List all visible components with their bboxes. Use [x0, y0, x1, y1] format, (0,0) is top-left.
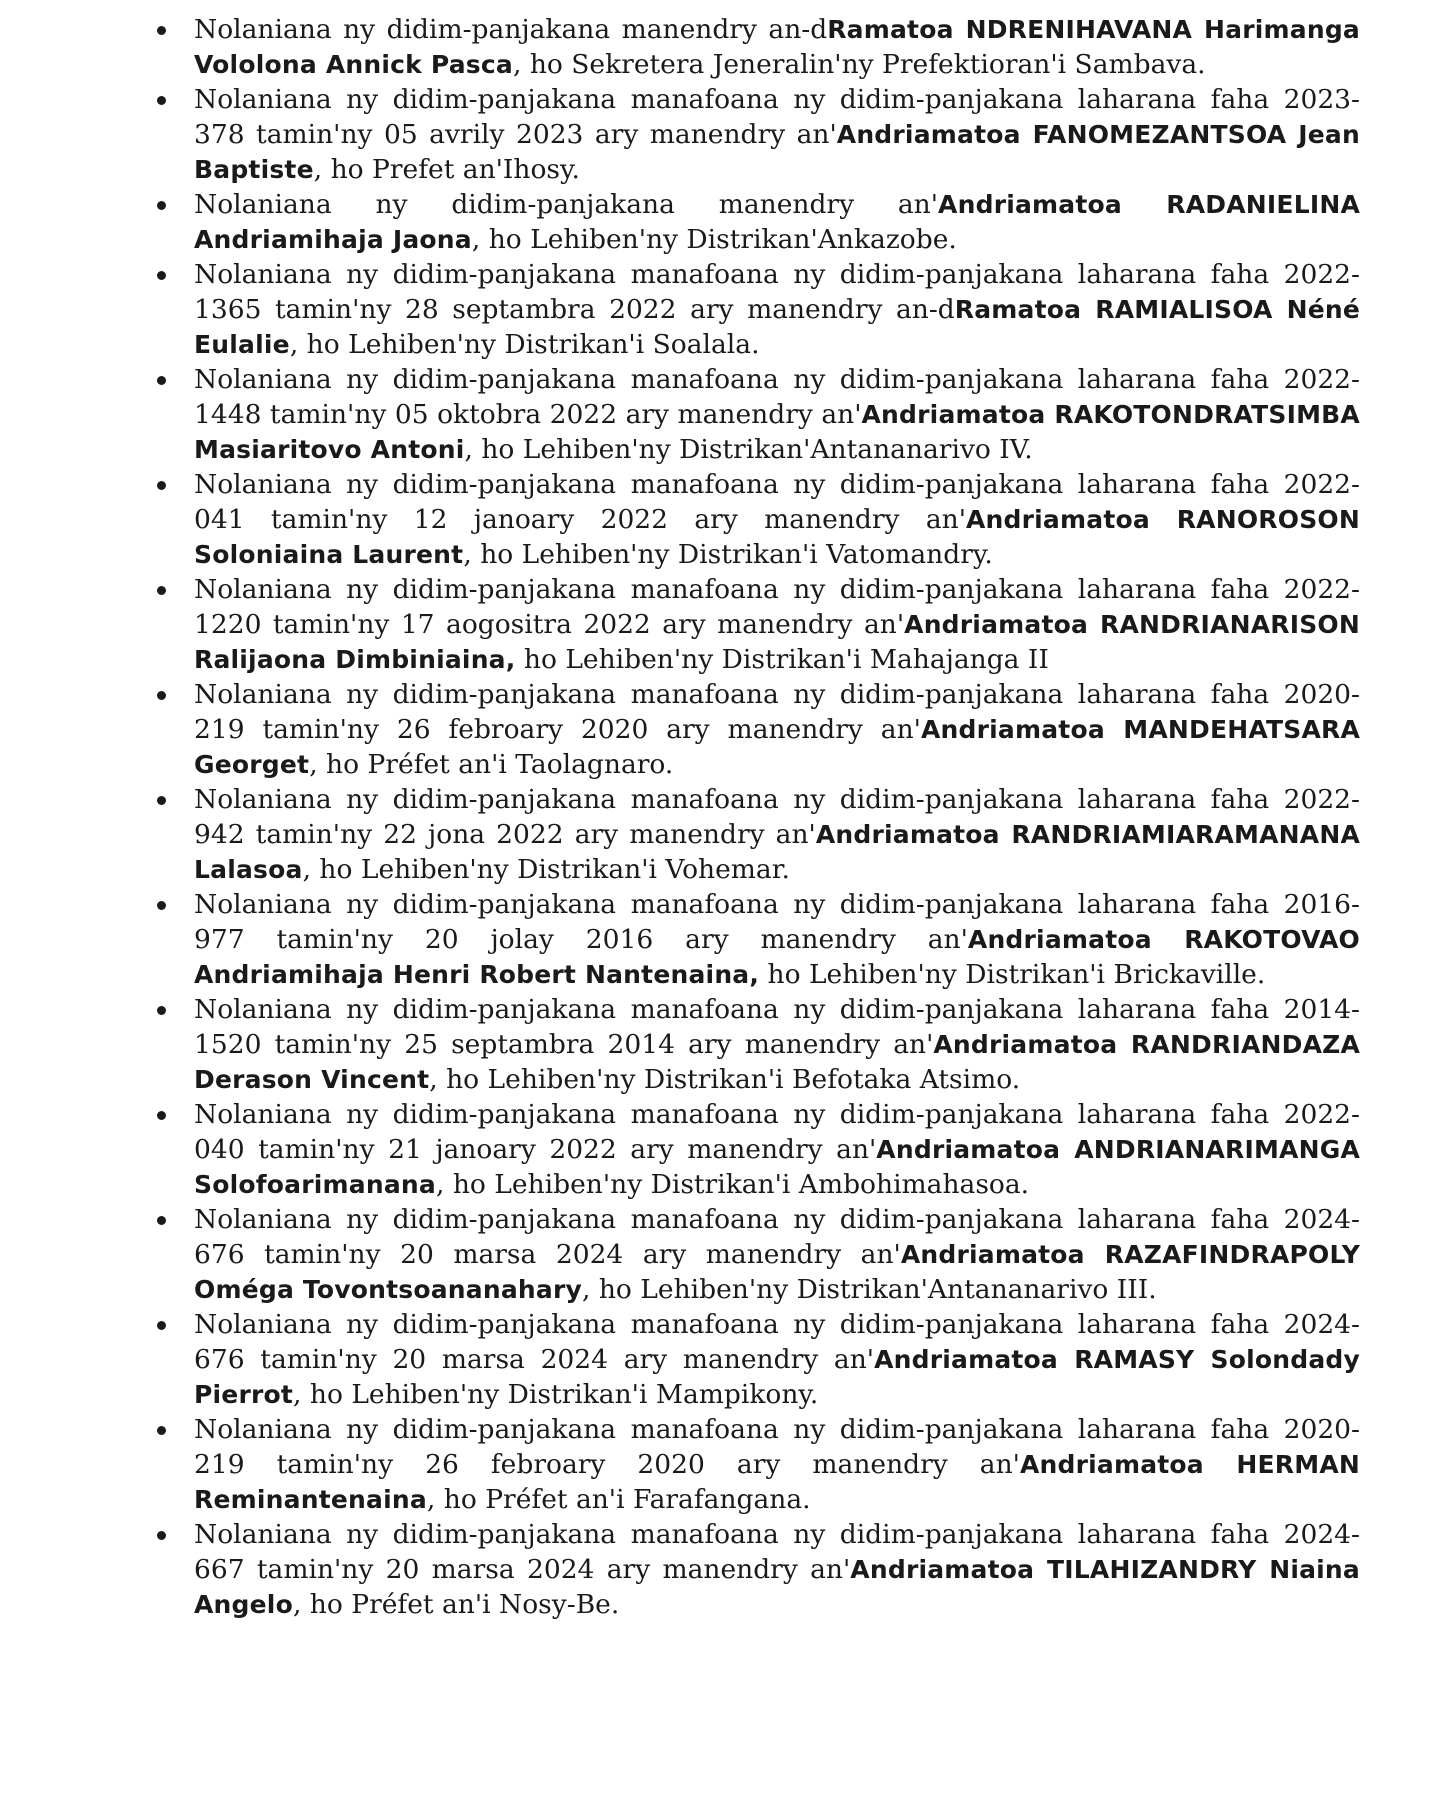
decree-text: Nolaniana ny didim-panjakana manafoana ny didim-panjakana laharana faha 2020-219 tamin'ny 26 febroary 2020 ary manendry an' [194, 1414, 1360, 1480]
decree-item [194, 572, 1360, 677]
decree-role: , ho Prefet an'Ihosy. [313, 154, 580, 185]
decree-item [194, 12, 1360, 82]
decree-text: Nolaniana ny didim-panjakana manafoana ny didim-panjakana laharana faha 2020-219 tamin'ny 26 febroary 2020 ary manendry an' [194, 679, 1360, 745]
bullet-icon [157, 201, 166, 210]
decree-text: Nolaniana ny didim-panjakana manendry an-d [194, 14, 828, 45]
decree-item [194, 677, 1360, 782]
decree-text: Nolaniana ny didim-panjakana manafoana ny didim-panjakana laharana faha 2023-378 tamin'ny 05 avrily 2023 ary manendry an' [194, 84, 1360, 150]
decree-item [194, 187, 1360, 257]
appointee-name: Andriamatoa TILAHIZANDRY Niaina Angelo [194, 1555, 1360, 1619]
decree-role: , ho Préfet an'i Taolagnaro. [309, 749, 674, 780]
decree-text: Nolaniana ny didim-panjakana manendry an' [194, 189, 939, 220]
decree-role: , ho Préfet an'i Nosy-Be. [292, 1589, 620, 1620]
decree-item [194, 1202, 1360, 1307]
decree-item [194, 257, 1360, 362]
decree-text: Nolaniana ny didim-panjakana manafoana ny didim-panjakana laharana faha 2016-977 tamin'ny 20 jolay 2016 ary manendry an' [194, 889, 1360, 955]
decree-text: Nolaniana ny didim-panjakana manafoana ny didim-panjakana laharana faha 2022-1365 tamin'ny 28 septambra 2022 ary manendry an-d [194, 259, 1360, 325]
appointee-name: Ramatoa RAMIALISOA Néné Eulalie [194, 295, 1360, 359]
decree-role: , ho Lehiben'ny Distrikan'Antananarivo IV. [464, 434, 1033, 465]
bullet-icon [157, 1216, 166, 1225]
bullet-icon [157, 691, 166, 700]
bullet-icon [157, 901, 166, 910]
appointee-name: Andriamatoa RAKOTOVAO Andriamihaja Henri Robert Nantenaina, [194, 925, 1360, 989]
appointee-name: Andriamatoa ANDRIANARIMANGA Solofoarimanana [194, 1135, 1360, 1199]
decree-text: Nolaniana ny didim-panjakana manafoana ny didim-panjakana laharana faha 2022-040 tamin'ny 21 janoary 2022 ary manendry an' [194, 1099, 1360, 1165]
appointee-name: Andriamatoa RANDRIAMIARAMANANA Lalasoa [194, 820, 1360, 884]
bullet-icon [157, 1006, 166, 1015]
appointee-name: Andriamatoa RAZAFINDRAPOLY Oméga Tovontsoananahary [194, 1240, 1361, 1304]
bullet-icon [157, 1321, 166, 1330]
decree-role: , ho Lehiben'ny Distrikan'i Ambohimahasoa. [436, 1169, 1030, 1200]
decree-role: , ho Lehiben'ny Distrikan'i Befotaka Atsimo. [429, 1064, 1021, 1095]
decree-role: , ho Lehiben'ny Distrikan'Ankazobe. [471, 224, 957, 255]
appointee-name: Andriamatoa RANDRIANARISON Ralijaona Dimbiniaina, [194, 610, 1360, 674]
decree-role: ho Lehiben'ny Distrikan'i Brickaville. [759, 959, 1266, 990]
bullet-icon [157, 26, 166, 35]
appointee-name: Andriamatoa HERMAN Reminantenaina [194, 1450, 1360, 1514]
appointee-name: Andriamatoa MANDEHATSARA Georget [194, 715, 1360, 779]
bullet-icon [157, 481, 166, 490]
bullet-icon [157, 96, 166, 105]
decree-text: Nolaniana ny didim-panjakana manafoana ny didim-panjakana laharana faha 2022-1448 tamin'ny 05 oktobra 2022 ary manendry an' [194, 364, 1360, 430]
decree-list [194, 12, 1360, 1622]
decree-item [194, 467, 1360, 572]
decree-text: Nolaniana ny didim-panjakana manafoana ny didim-panjakana laharana faha 2022-1220 tamin'ny 17 aogositra 2022 ary manendry an' [194, 574, 1360, 640]
appointee-name: Andriamatoa RANOROSON Soloniaina Laurent [194, 505, 1360, 569]
bullet-icon [157, 271, 166, 280]
decree-text: Nolaniana ny didim-panjakana manafoana ny didim-panjakana laharana faha 2024-676 tamin'ny 20 marsa 2024 ary manendry an' [194, 1309, 1360, 1375]
decree-text: Nolaniana ny didim-panjakana manafoana ny didim-panjakana laharana faha 2014-1520 tamin'ny 25 septambra 2014 ary manendry an' [194, 994, 1360, 1060]
appointee-name: Andriamatoa RANDRIANDAZA Derason Vincent [194, 1030, 1360, 1094]
decree-item [194, 1307, 1360, 1412]
appointee-name: Andriamatoa RADANIELINA Andriamihaja Jaona [194, 190, 1360, 254]
bullet-icon [157, 586, 166, 595]
appointee-name: Ramatoa NDRENIHAVANA Harimanga Vololona Annick Pasca [194, 15, 1360, 79]
decree-text: Nolaniana ny didim-panjakana manafoana ny didim-panjakana laharana faha 2024-676 tamin'ny 20 marsa 2024 ary manendry an' [194, 1204, 1360, 1270]
bullet-icon [157, 376, 166, 385]
appointee-name: Andriamatoa RAMASY Solondady Pierrot [194, 1345, 1360, 1409]
decree-role: , ho Lehiben'ny Distrikan'Antananarivo III. [582, 1274, 1157, 1305]
bullet-icon [157, 1111, 166, 1120]
decree-role: , ho Lehiben'ny Distrikan'i Soalala. [289, 329, 760, 360]
bullet-icon [157, 1531, 166, 1540]
decree-text: Nolaniana ny didim-panjakana manafoana ny didim-panjakana laharana faha 2024-667 tamin'ny 20 marsa 2024 ary manendry an' [194, 1519, 1360, 1585]
bullet-icon [157, 1426, 166, 1435]
appointee-name: Andriamatoa FANOMEZANTSOA Jean Baptiste [194, 120, 1360, 184]
decree-role: , ho Lehiben'ny Distrikan'i Vatomandry. [463, 539, 993, 570]
decree-text: Nolaniana ny didim-panjakana manafoana ny didim-panjakana laharana faha 2022-041 tamin'ny 12 janoary 2022 ary manendry an' [194, 469, 1360, 535]
decree-role: , ho Sekretera Jeneralin'ny Prefektioran'i Sambava. [512, 49, 1206, 80]
decree-role: , ho Préfet an'i Farafangana. [426, 1484, 811, 1515]
decree-role: ho Lehiben'ny Distrikan'i Mahajanga II [515, 644, 1049, 675]
decree-item [194, 1097, 1360, 1202]
bullet-icon [157, 796, 166, 805]
decree-item [194, 992, 1360, 1097]
decree-item [194, 362, 1360, 467]
decree-role: , ho Lehiben'ny Distrikan'i Mampikony. [293, 1379, 819, 1410]
decree-text: Nolaniana ny didim-panjakana manafoana ny didim-panjakana laharana faha 2022-942 tamin'ny 22 jona 2022 ary manendry an' [194, 784, 1360, 850]
decree-item [194, 1412, 1360, 1517]
decree-item [194, 1517, 1360, 1622]
decree-item [194, 782, 1360, 887]
decree-item [194, 82, 1360, 187]
decree-role: , ho Lehiben'ny Distrikan'i Vohemar. [302, 854, 790, 885]
appointee-name: Andriamatoa RAKOTONDRATSIMBA Masiaritovo Antoni [194, 400, 1360, 464]
decree-item [194, 887, 1360, 992]
